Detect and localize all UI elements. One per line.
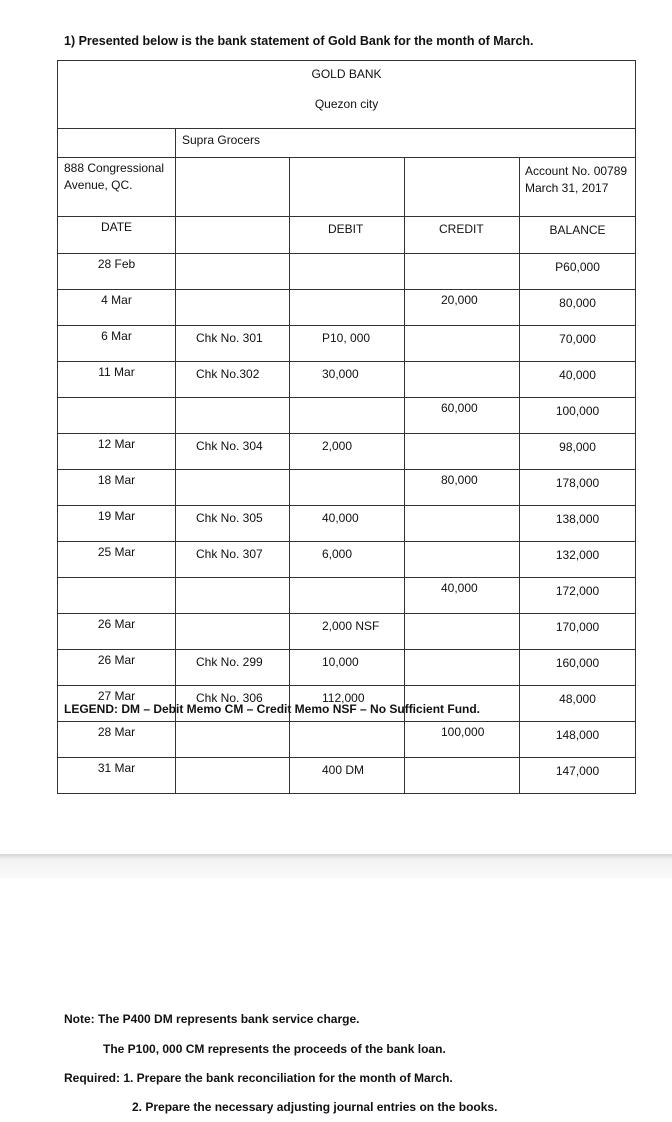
customer-row	[58, 129, 636, 158]
table-row	[58, 506, 636, 542]
required-reconciliation: Required: 1. Prepare the bank reconciliation for the month of March.	[64, 1071, 453, 1085]
table-row	[58, 434, 636, 470]
cell-date: 26 Mar	[58, 614, 176, 650]
cell-date: 28 Feb	[58, 254, 176, 290]
column-header-row	[58, 217, 636, 254]
cell-debit	[290, 722, 405, 758]
table-row	[58, 398, 636, 434]
cell-balance: 172,000	[520, 578, 636, 614]
cell-description: Chk No.302	[176, 362, 290, 398]
cell-credit: 80,000	[405, 470, 520, 506]
bank-header-row	[58, 61, 636, 129]
cell-description: Chk No. 306	[176, 686, 290, 722]
cell-description	[176, 290, 290, 326]
cell-description: Chk No. 301	[176, 326, 290, 362]
cell-credit: 40,000	[405, 578, 520, 614]
cell-balance: 40,000	[520, 362, 636, 398]
cell-debit	[290, 470, 405, 506]
column-header-debit: DEBIT	[290, 217, 405, 254]
cell-balance: 98,000	[520, 434, 636, 470]
cell-credit	[405, 542, 520, 578]
cell-balance: 178,000	[520, 470, 636, 506]
cell-debit: 2,000	[290, 434, 405, 470]
cell-date: 26 Mar	[58, 650, 176, 686]
table-row	[58, 650, 636, 686]
table-row	[58, 614, 636, 650]
table-row	[58, 254, 636, 290]
cell-credit: 60,000	[405, 398, 520, 434]
cell-debit	[290, 398, 405, 434]
cell-debit: P10, 000	[290, 326, 405, 362]
cell-debit: 10,000	[290, 650, 405, 686]
cell-balance: 138,000	[520, 506, 636, 542]
table-row	[58, 758, 636, 794]
cell-credit	[405, 506, 520, 542]
column-header-credit: CREDIT	[405, 217, 520, 254]
cell-credit: 100,000	[405, 722, 520, 758]
bank-city: Quezon city	[314, 97, 379, 111]
cell-balance: 48,000	[520, 686, 636, 722]
cell-debit: 6,000	[290, 542, 405, 578]
column-header-description	[176, 217, 290, 254]
cell-balance: 70,000	[520, 326, 636, 362]
cell-debit	[290, 578, 405, 614]
cell-credit	[405, 254, 520, 290]
bank-statement-table	[57, 60, 636, 794]
cell-date: 19 Mar	[58, 506, 176, 542]
cell-description	[176, 614, 290, 650]
cell-credit	[405, 614, 520, 650]
address-row	[58, 158, 636, 217]
cell-date: 31 Mar	[58, 758, 176, 794]
cell-balance: 132,000	[520, 542, 636, 578]
account-info: Account No. 00789 March 31, 2017	[525, 164, 628, 195]
cell-description: Chk No. 304	[176, 434, 290, 470]
cell-date: 28 Mar	[58, 722, 176, 758]
page-heading: 1) Presented below is the bank statement of Gold Bank for the month of March.	[64, 34, 534, 48]
cell-description: Chk No. 299	[176, 650, 290, 686]
cell-credit	[405, 650, 520, 686]
cell-debit: 112,000	[290, 686, 405, 722]
cell-description	[176, 398, 290, 434]
note-service-charge: Note: The P400 DM represents bank service charge.	[64, 1012, 360, 1026]
cell-debit: 400 DM	[290, 758, 405, 794]
cell-description	[176, 758, 290, 794]
table-row	[58, 542, 636, 578]
cell-date: 27 Mar	[58, 686, 176, 722]
table-row	[58, 326, 636, 362]
cell-date: 4 Mar	[58, 290, 176, 326]
cell-date	[58, 578, 176, 614]
cell-credit	[405, 362, 520, 398]
cell-description	[176, 722, 290, 758]
cell-balance: 170,000	[520, 614, 636, 650]
column-header-balance: BALANCE	[520, 217, 636, 254]
cell-debit	[290, 254, 405, 290]
cell-balance: 147,000	[520, 758, 636, 794]
cell-description	[176, 470, 290, 506]
table-row	[58, 722, 636, 758]
cell-balance: P60,000	[520, 254, 636, 290]
cell-balance: 100,000	[520, 398, 636, 434]
cell-balance: 148,000	[520, 722, 636, 758]
cell-debit	[290, 290, 405, 326]
bank-name: GOLD BANK	[311, 67, 382, 81]
cell-date: 11 Mar	[58, 362, 176, 398]
note-bank-loan: The P100, 000 CM represents the proceeds of the bank loan.	[103, 1042, 446, 1056]
cell-credit	[405, 758, 520, 794]
legend: LEGEND: DM – Debit Memo CM – Credit Memo NSF – No Sufficient Fund.	[64, 702, 481, 716]
cell-date: 12 Mar	[58, 434, 176, 470]
cell-date: 6 Mar	[58, 326, 176, 362]
table-row	[58, 470, 636, 506]
cell-date: 25 Mar	[58, 542, 176, 578]
cell-description	[176, 254, 290, 290]
cell-debit: 40,000	[290, 506, 405, 542]
table-row	[58, 578, 636, 614]
cell-description	[176, 578, 290, 614]
cell-credit	[405, 434, 520, 470]
cell-balance: 80,000	[520, 290, 636, 326]
cell-debit: 30,000	[290, 362, 405, 398]
cell-credit: 20,000	[405, 290, 520, 326]
cell-balance: 160,000	[520, 650, 636, 686]
cell-description: Chk No. 307	[176, 542, 290, 578]
cell-debit: 2,000 NSF	[290, 614, 405, 650]
cell-date	[58, 398, 176, 434]
required-journal-entries: 2. Prepare the necessary adjusting journal entries on the books.	[132, 1100, 498, 1114]
customer-address: 888 Congressional Avenue, QC.	[64, 161, 165, 192]
table-row	[58, 362, 636, 398]
page-divider	[0, 854, 672, 878]
table-row	[58, 290, 636, 326]
cell-credit	[405, 326, 520, 362]
column-header-date: DATE	[58, 217, 176, 254]
cell-date: 18 Mar	[58, 470, 176, 506]
customer-name: Supra Grocers	[182, 133, 261, 147]
cell-description: Chk No. 305	[176, 506, 290, 542]
